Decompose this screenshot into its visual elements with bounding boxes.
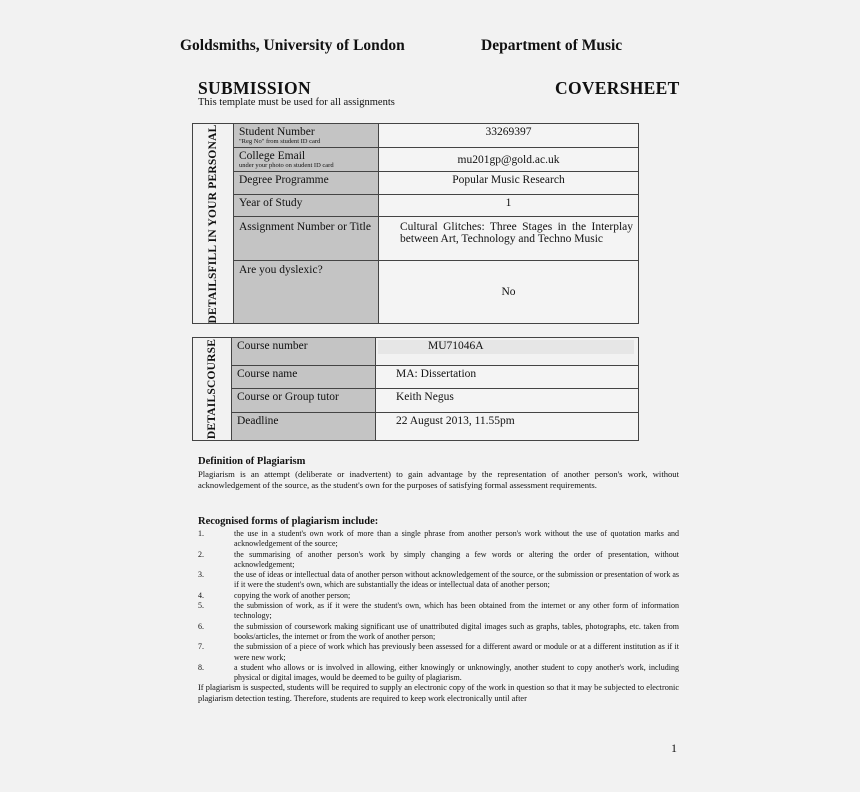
department-name: Department of Music xyxy=(481,37,623,54)
dyslexic-label: Are you dyslexic? xyxy=(234,260,379,323)
list-item-number: 7. xyxy=(198,642,204,652)
list-item-text: the submission of a piece of work which has previously been assessed for a different award or module or at a different institution as if it were new work; xyxy=(234,642,679,662)
list-item-text: the submission of coursework making significant use of unattributed digital images such as graphs, tables, photographs, etc. taken from books/articles, the internet or from the work of another person; xyxy=(234,621,679,641)
course-tutor-field[interactable]: Keith Negus xyxy=(376,389,639,412)
list-item-text: the use of ideas or intellectual data of another person without acknowledgement of the source, or the submission or presentation of work as if it were the student's own, which are substantially the ideas or intellectual data of another person; xyxy=(234,570,679,590)
student-number-sublabel: "Reg No" from student ID card xyxy=(239,138,321,145)
title-coversheet: COVERSHEET xyxy=(555,78,680,98)
student-number-label: Student Number xyxy=(239,126,315,138)
list-item-number: 1. xyxy=(198,529,204,538)
list-item-text: a student who allows or is involved in allowing, either knowingly or unknowingly, another student to copy another's work, including physical or digital images, would be deemed to be guilty of plagiarism. xyxy=(234,662,679,683)
list-item xyxy=(198,601,679,622)
course-tutor-label: Course or Group tutor xyxy=(232,389,376,412)
course-details-table xyxy=(192,337,639,441)
label-student-number xyxy=(234,124,379,148)
course-number-label: Course number xyxy=(232,338,376,366)
degree-programme-label: Degree Programme xyxy=(234,172,379,195)
course-name-field[interactable]: MA: Dissertation xyxy=(376,366,639,389)
list-item-text: the submission of work, as if it were the student's own, which has been obtained from the internet or any other form of information technology; xyxy=(234,601,679,621)
list-item xyxy=(198,622,679,643)
course-number-field[interactable]: MU71046A xyxy=(376,338,639,366)
course-name-label: Course name xyxy=(232,366,376,389)
list-item xyxy=(198,642,679,663)
closing-text: If plagiarism is suspected, students will be required to supply an electronic copy of the work in question so that it may be subjected to electronic plagiarism detection testing. Therefore, students are required to keep work electronically until after xyxy=(198,683,679,703)
student-number-field[interactable]: 33269397 xyxy=(379,124,639,148)
plagiarism-forms-list xyxy=(198,529,679,704)
university-name: Goldsmiths, University of London xyxy=(180,37,405,54)
list-item-number: 5. xyxy=(198,601,204,611)
definition-text: Plagiarism is an attempt (deliberate or inadvertent) to gain advantage by the representation of another person's work, without acknowledgement of the source, as the student's own for the purposes of satisfying formal assessment requirements. xyxy=(198,469,679,490)
personal-details-table xyxy=(192,123,639,324)
college-email-sublabel: under your photo on student ID card xyxy=(239,162,334,170)
deadline-field[interactable]: 22 August 2013, 11.55pm xyxy=(376,412,639,440)
college-email-field[interactable]: mu201gp@gold.ac.uk xyxy=(379,148,639,172)
personal-side-label-cell xyxy=(193,124,234,324)
definition-heading: Definition of Plagiarism xyxy=(198,456,306,467)
deadline-label: Deadline xyxy=(232,412,376,440)
list-item-number: 4. xyxy=(198,590,204,600)
course-side-label-cell xyxy=(193,338,232,441)
page-number: 1 xyxy=(671,741,677,755)
list-item-text: the summarising of another person's work by simply changing a few words or altering the order of presentation, without acknowledgement; xyxy=(234,549,679,569)
template-note: This template must be used for all assignments xyxy=(198,97,395,108)
list-item xyxy=(198,663,679,684)
list-item xyxy=(198,550,679,571)
list-item-number: 8. xyxy=(198,662,204,672)
list-item-text: the use in a student's own work of more than a single phrase from another person's work without the use of quotation marks and acknowledgement of the source; xyxy=(234,529,679,549)
personal-side-label: DETAILSFILL IN YOUR PERSONAL xyxy=(207,124,219,323)
assignment-title-label: Assignment Number or Title xyxy=(234,217,379,260)
assignment-title-field[interactable]: Cultural Glitches: Three Stages in the Interplay between Art, Technology and Techno Music xyxy=(379,217,639,260)
list-item xyxy=(198,529,679,550)
list-item-number: 3. xyxy=(198,570,204,580)
title-submission: SUBMISSION xyxy=(198,78,311,98)
year-of-study-field[interactable]: 1 xyxy=(379,195,639,217)
label-college-email xyxy=(234,148,379,172)
list-item-number: 6. xyxy=(198,621,204,631)
list-item xyxy=(198,570,679,591)
forms-heading: Recognised forms of plagiarism include: xyxy=(198,516,379,527)
year-of-study-label: Year of Study xyxy=(234,195,379,217)
list-item-text: copying the work of another person; xyxy=(234,590,351,600)
list-item xyxy=(198,591,679,601)
college-email-label: College Email xyxy=(239,150,306,163)
dyslexic-field[interactable]: No xyxy=(379,260,639,323)
degree-programme-field[interactable]: Popular Music Research xyxy=(379,172,639,195)
list-item-number: 2. xyxy=(198,549,204,559)
course-side-label: DETAILSCOURSE xyxy=(206,338,218,440)
